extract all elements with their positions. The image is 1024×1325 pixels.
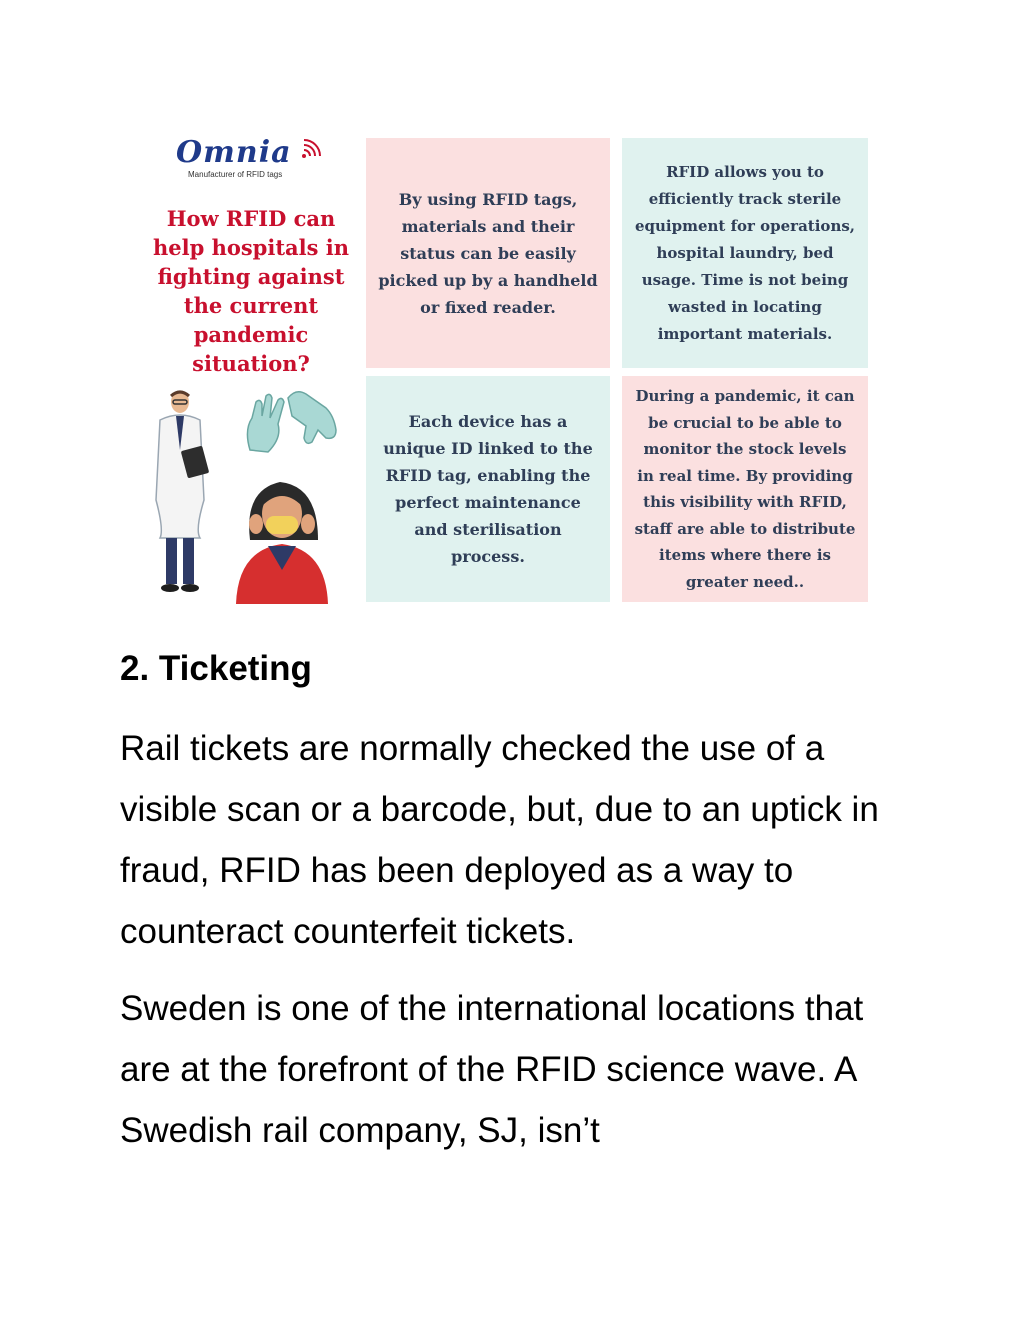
logo-tagline: Manufacturer of RFID tags <box>188 170 283 179</box>
infographic-left-column <box>140 128 362 608</box>
info-card-sterile-tracking: RFID allows you to efficiently track sterile equipment for operations, hospital laundry, bed usage. Time is not being wasted in locating important materials. <box>622 138 868 368</box>
infographic-headline: How RFID can help hospitals in fighting against the current pandemic situation? <box>152 206 350 376</box>
omnia-logo <box>176 136 326 184</box>
section-heading: 2. Ticketing <box>120 649 312 688</box>
info-card-stock-monitoring: During a pandemic, it can be crucial to be able to monitor the stock levels in real time. By providing this visibility with RFID, staff are able to distribute items where there is greater need.. <box>622 376 868 602</box>
logo-brand: Omnia <box>176 135 292 170</box>
info-card-unique-id: Each device has a unique ID linked to the RFID tag, enabling the perfect maintenance and sterilisation process. <box>366 376 610 602</box>
masked-woman-illustration <box>236 482 328 604</box>
doctor-illustration <box>156 391 209 592</box>
paragraph: Sweden is one of the international locations that are at the forefront of the RFID science wave. A Swedish rail company, SJ, isn’t <box>120 989 864 1150</box>
medical-staff-illustration <box>140 390 362 604</box>
info-card-status-pickup: By using RFID tags, materials and their status can be easily picked up by a handheld or fixed reader. <box>366 138 610 368</box>
gloves-illustration <box>247 392 336 452</box>
paragraph: Rail tickets are normally checked the use of a visible scan or a barcode, but, due to an uptick in fraud, RFID has been deployed as a way to counteract counterfeit tickets. <box>120 729 879 951</box>
rfid-signal-icon <box>300 138 324 160</box>
rfid-hospital-infographic <box>140 128 874 608</box>
